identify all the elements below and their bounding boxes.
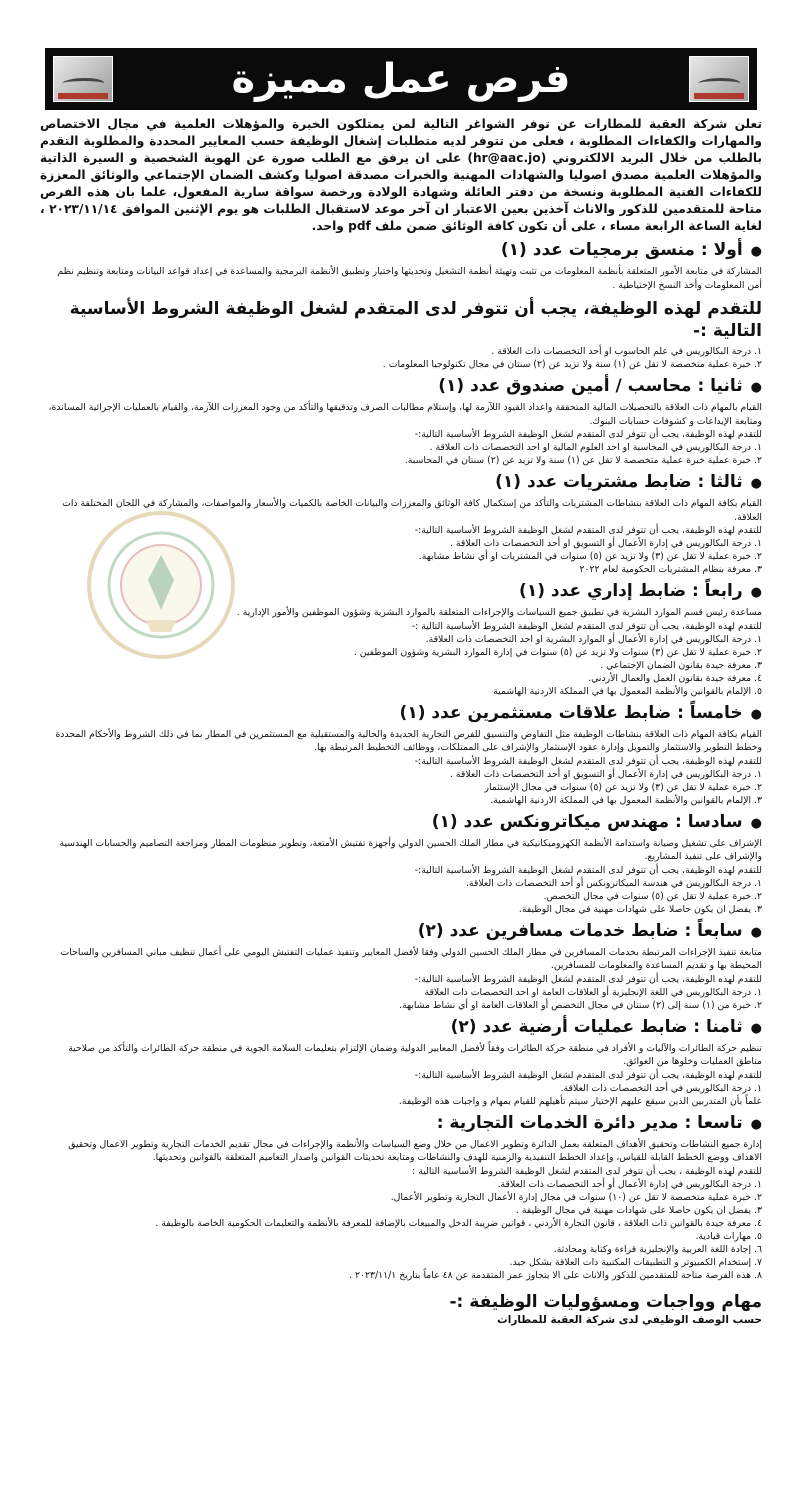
requirement-item: ٤. معرفة جيدة بالقوانين ذات العلاقة ، قانون التجارة الأردني ، قوانين ضريبة الدخل والمبيعات بالإضافة للمعرفة بالأنظمة والتعليمات الحكومية الخاصة بالوظيفة .: [155, 1217, 762, 1229]
requirement-item: ٦. إجادة اللغة العربية والإنجليزية قراءة وكتابة ومحادثة.: [553, 1243, 762, 1255]
job-description: إدارة جميع النشاطات وتحقيق الأهداف المتعلقة بعمل الدائرة وتطوير الاعمال من خلال وضع السياسات والأنظمة والإجراءات في مجال تقديم الخدمات التجارية وتطوير الاعمال وتحقيق الاهداف ووضع الخطط القابلة للقياس، وإعداد الخطط التنفيذية والزمنية للهدف والنشاطات ومتابعة تحديثات القوانين واصدار التعاميم المتعلقة بالقوانين وتحديثها.: [68, 1138, 762, 1163]
requirements-list: [40, 441, 762, 467]
requirement-item: ١. درجة البكالوريس في أحد التخصصات ذات العلاقة.: [560, 1082, 762, 1094]
bullet-icon: ●: [750, 706, 762, 722]
requirement-item: ١. درجة البكالوريس في علم الحاسوب او أحد التخصصات ذات العلاقة .: [491, 346, 762, 357]
job-section-6: [40, 811, 762, 916]
requirements-heading: للتقدم لهذه الوظيفة ، يجب أن تتوفر لدى المتقدم لشغل الوظيفة الشروط الأساسية التالية :: [412, 1165, 762, 1177]
section-title: ●خامساً : ضابط علاقات مستثمرين عدد (١): [399, 702, 762, 723]
requirement-item: ١. درجة البكالوريس في إدارة الأعمال أو أحد التخصصات ذات العلاقة.: [497, 1178, 762, 1190]
section-title: ●سابعاً : ضابط خدمات مسافرين عدد (٢): [417, 920, 762, 941]
requirements-heading: للتقدم لهذه الوظيفة، يجب أن تتوفر لدى المتقدم لشغل الوظيفة الشروط الأساسية التالية:-: [414, 973, 762, 985]
requirement-item: ٣. يفضل ان يكون حاصلا على شهادات مهنية في مجال الوظيفة .: [515, 1204, 762, 1216]
job-section-4: [40, 580, 762, 698]
requirement-item: ٢. خبرة عملية متخصصة لا تقل عن (١٠) سنوات في مجال إدارة الأعمال التجارية وتطوير الأعمال.: [390, 1191, 762, 1203]
duties-heading: مهام وواجبات ومسؤوليات الوظيفة :-: [449, 1291, 762, 1312]
section-title: ●رابعاً : ضابط إداري عدد (١): [519, 581, 762, 601]
requirement-item: ١. درجة البكالوريس في إدارة الأعمال أو التسويق او أحد التخصصات ذات العلاقة .: [450, 538, 762, 549]
requirement-item: ٣. الإلمام بالقوانين والأنظمة المعمول بها في المملكة الاردنية الهاشمية.: [490, 794, 762, 806]
requirements-heading: للتقدم لهذه الوظيفة، يجب أن تتوفر لدى المتقدم لشغل الوظيفة الشروط الأساسية التالية:-: [414, 1069, 762, 1081]
requirement-item: ٧. إستخدام الكمبيوتر و التطبيقات المكتبية ذات العلاقة بشكل جيد.: [509, 1256, 762, 1268]
bullet-icon: ●: [750, 1116, 762, 1132]
job-description: متابعة تنفيذ الإجراءات المرتبطة بخدمات المسافرين في مطار الملك الحسين الدولي وفقا لأفضل المعايير وتنفيذ عمليات التفتيش اليومي على أعمال تنظيف مباني المسافرين والساحات المحيطة بها و تقديم المساعدة والمعلومات للمسافرين.: [60, 946, 762, 971]
job-section-5: [40, 702, 762, 807]
header-banner: [45, 48, 757, 110]
job-section-3: [40, 471, 762, 576]
requirements-heading: للتقدم لهذه الوظيفة، يجب أن تتوفر لدى المتقدم لشغل الوظيفة الشروط الأساسية التالية:-: [414, 755, 762, 767]
requirements-list: [40, 1178, 762, 1282]
requirement-item: ٢. خبرة عملية لا تقل عن (٣) ولا تزيد عن (٥) سنوات في مجال الإستثمار: [484, 781, 762, 793]
job-section-9: [40, 1112, 762, 1282]
requirement-item: ١. درجة البكالوريس في إدارة الأعمال أو التسويق او أحد التخصصات ذات العلاقة .: [450, 768, 762, 780]
job-description: الإشراف على تشغيل وصيانة واستدامة الأنظمة الكهروميكانيكية في مطار الملك الحسين الدولي وأجهزة تفتيش الأمتعة، وتطوير منظومات المطار ومراجعة التصاميم والحسابات الهندسية والإشراف على تنفيذ المشاريع.: [59, 837, 762, 862]
requirement-item: ٢. خبرة عملية لا تقل عن (٣) سنوات ولا تزيد عن (٥) سنوات في إدارة الموارد البشرية وشؤون الموظفين .: [353, 646, 762, 658]
requirement-item: ٣. يفضل ان يكون حاصلا على شهادات مهنية في مجال الوظيفة.: [518, 903, 762, 915]
requirements-list: [40, 345, 762, 371]
requirement-item: ١. درجة البكالوريس في اللغة الإنجليزية أو العلاقات العامة او احد التخصصات ذات العلاقة: [424, 986, 762, 998]
requirement-item: ٢. خبرة من (١) سنة إلى (٢) سنتان في مجال التخصص أو العلاقات العامة او أي نشاط مشابهة.: [399, 999, 762, 1011]
requirements-list: [40, 986, 762, 1012]
job-section-8: [40, 1016, 762, 1108]
requirement-item: ٥. مهارات قيادية.: [695, 1230, 762, 1242]
bullet-icon: ●: [750, 924, 762, 940]
job-section-2: [40, 375, 762, 467]
job-description: القيام بكافة المهام ذات العلاقة بنشاطات الوظيفة مثل التفاوض والتنسيق للفرص التجارية الجديدة والحالية والمستقبلية مع المستثمرين في المطار بما في ذلك الشروط والأحكام المحددة وخطط التطوير والاستثمار والتمويل وإدارة عقود الإستثمار والإشراف على الممتلكات، ووظائف التخطيط المرتبطة بها.: [55, 728, 762, 753]
job-description: القيام بالمهام ذات العلاقة بالتحصيلات المالية المتحققة واعداد القيود اللآزمة لها، وإستلام مطالبات الصرف وتدقيقها والتأكد من وجود المعززات اللآزمة، والقيام بالعمليات الإجرائية المساندة، ومتابعة الإيداعات و كشوفات حسابات البنوك.: [48, 402, 762, 427]
requirements-list: [40, 537, 762, 576]
bullet-icon: ●: [750, 585, 762, 600]
bullet-icon: ●: [750, 815, 762, 831]
bullet-icon: ●: [750, 244, 762, 259]
job-description: المشاركة في متابعة الأمور المتعلقة بأنظمة المعلومات من تثبت وتهيئة أنظمة التشغيل وتحديثها واختيار وتطبيق الأنظمة البرمجية والمساعدة في إعداد قواعد البيانات ومتابعة وتنظيم نظم أمن المعلومات وأخذ النسخ الإحتياطية .: [57, 266, 762, 291]
requirements-heading: للتقدم لهذه الوظيفة، يجب أن تتوفر لدى المتقدم لشغل الوظيفة الشروط الأساسية التالية:-: [414, 864, 762, 876]
section-title: ●سادسا : مهندس ميكاترونكس عدد (١): [431, 811, 762, 832]
requirement-item: ٥. الإلمام بالقوانين والأنظمة المعمول بها في المملكة الاردنية الهاشمية: [493, 685, 762, 697]
requirements-heading: للتقدم لهذه الوظيفة، يجب أن تتوفر لدى المتقدم لشغل الوظيفة الشروط الأساسية التالية:-: [414, 525, 762, 536]
aqaba-airports-logo-right: [689, 56, 749, 102]
requirement-item: ٨. هذه الفرصة متاحة للمتقدمين للذكور والاناث على الا يتجاوز عمر المتقدمة عن ٤٨ عاماً بتاريخ ٢٠٢٣/١١/١ .: [349, 1269, 762, 1281]
section-title: ●أولا : منسق برمجيات عدد (١): [500, 240, 762, 260]
page-title: فرص عمل مميزة: [231, 56, 571, 102]
section-title: ●ثالثا : ضابط مشتريات عدد (١): [495, 472, 762, 492]
requirement-item: ١. درجة البكالوريس في إدارة الأعمال أو الموارد البشرية او احد التخصصات ذات العلاقة.: [425, 633, 762, 645]
requirements-list: [40, 768, 762, 807]
job-description: مساعدة رئيس قسم الموارد البشرية في تطبيق جميع السياسات والإجراءات المتعلقة بالموارد البشرية وشؤون الموظفين والأمور الإدارية .: [236, 607, 762, 618]
bullet-icon: ●: [750, 476, 762, 491]
requirement-item: ٢. خبرة عملية متخصصة لا تقل عن (١) سنة ولا تزيد عن (٢) سنتان في مجال تكنولوجيا المعلومات .: [382, 359, 762, 370]
requirement-item: علماً بأن المتدربين الذين سيقع عليهم الإختيار سيتم تأهيلهم للقيام بمهام و واجبات هذه الوظيفة.: [398, 1095, 762, 1107]
requirements-list: [40, 633, 762, 698]
requirement-item: ٢. خبرة عملية لا تقل عن (٥) سنوات في مجال التخصص.: [543, 890, 762, 902]
job-description: القيام بكافة المهام ذات العلاقة بنشاطات المشتريات والتأكد من إستكمال كافة الوثائق والمعززات والبيانات الخاصة بالكميات والأسعار والمواصفات، والمشاركة في اللجان المختلفة ذات العلاقة.: [62, 498, 762, 523]
job-section-1: [40, 239, 762, 371]
bullet-icon: ●: [750, 380, 762, 395]
duties-text: حسب الوصف الوظيفي لدى شركة العقبة للمطارات: [497, 1313, 762, 1326]
requirements-heading: للتقدم لهذه الوظيفة، يجب أن تتوفر لدى المتقدم لشغل الوظيفة الشروط الأساسية التالية :-: [411, 620, 762, 632]
requirement-item: ٤. معرفة جيدة بقانون العمل والعمال الأردني.: [588, 672, 762, 684]
job-section-7: [40, 920, 762, 1012]
bullet-icon: ●: [750, 1020, 762, 1036]
requirements-heading: للتقدم لهذه الوظيفة، يجب أن تتوفر لدى المتقدم لشغل الوظيفة الشروط الأساسية التالية:-: [414, 429, 762, 440]
requirement-item: ٣. معرفة بنظام المشتريات الحكومية لعام ٢٠٢٢: [579, 564, 762, 575]
requirements-list: [40, 1082, 762, 1108]
requirement-item: ٣. معرفة جيدة بقانون الضمان الإجتماعي .: [600, 659, 762, 671]
requirements-list: [40, 877, 762, 916]
section-title: ●ثانيا : محاسب / أمين صندوق عدد (١): [438, 376, 762, 396]
requirement-item: ٢. خبرة عملية لا تقل عن (٣) ولا تزيد عن (٥) سنوات في المشتريات او أي نشاط مشابهة.: [418, 551, 762, 562]
requirements-heading: للتقدم لهذه الوظيفة، يجب أن تتوفر لدى المتقدم لشغل الوظيفة الشروط الأساسية التالية :-: [69, 299, 762, 341]
requirement-item: ١. درجة البكالوريس في المحاسبة او احد العلوم المالية او احد التخصصات ذات العلاقة .: [429, 442, 762, 453]
requirement-item: ٢. خبرة عملية خبرة عملية متخصصة لا تقل عن (١) سنة ولا تزيد عن (٢) سنتان في المحاسبة.: [404, 455, 762, 466]
section-title: ●ثامنا : ضابط عمليات أرضية عدد (٢): [450, 1016, 762, 1037]
main-content: [40, 116, 762, 1326]
requirement-item: ١. درجة البكالوريس في هندسة الميكاترونكس أو أحد التخصصات ذات العلاقة.: [465, 877, 762, 889]
job-description: تنظيم حركة الطائرات والآليات و الأفراد في منطقة حركة الطائرات وفقاً لأفضل المعايير الدولية وضمان الإلتزام بتعليمات السلامة الجوية في منطقة حركة الطائرات والتأكد من صلاحية مناطق العمليات وخلوها من العوائق.: [68, 1042, 762, 1067]
intro-paragraph: تعلن شركة العقبة للمطارات عن توفر الشواغر التالية لمن يمتلكون الخبرة والمؤهلات العلمية في مجال الاختصاص والمهارات والكفاءات المطلوبة ، فعلى من تتوفر لديه متطلبات إشغال الوظيفة حسب المعايير المحددة والمطلوبة التقدم بالطلب من خلال البريد الالكتروني (hr@aac.jo) على ان يرفق مع الطلب صورة عن الهوية الشخصية و السيرة الذاتية والمؤهلات العلمية مصدق اصوليا والشهادات المهنية والخبرات مصدقة اصوليا وكشف الضمان الإجتماعي والوثائق المعززة للكفاءات الفنية المطلوبة ونسخة من دفتر العائلة وشهادة الولادة ورخصة سواقة سارية المفعول، علما بان هذه الفرص متاحة للمتقدمين للذكور والاناث آخذين بعين الاعتبار ان آخر موعد لاستقبال الطلبات هو يوم الإثنين الموافق ٢٠٢٣/١١/١٤ ، لغاية الساعة الرابعة مساء ، على أن تكون كافة الوثائق ضمن ملف pdf واحد.: [40, 117, 763, 233]
aqaba-airports-logo-left: [53, 56, 113, 102]
section-title: ●تاسعا : مدير دائرة الخدمات التجارية :: [436, 1112, 762, 1133]
